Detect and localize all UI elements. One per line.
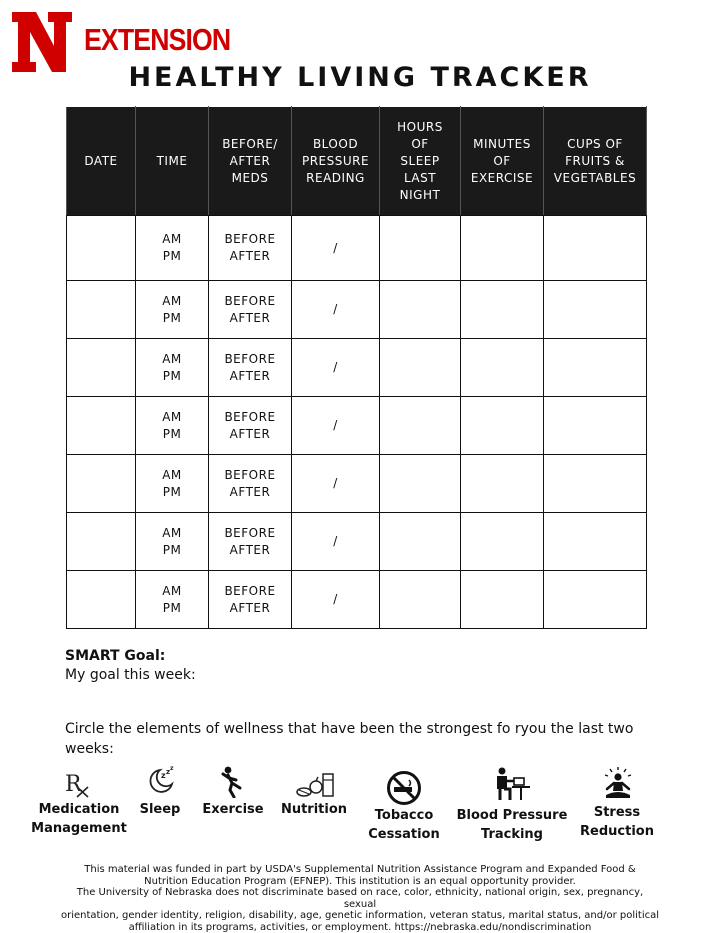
sleep-cell[interactable] bbox=[380, 397, 461, 455]
cell-text: / bbox=[292, 591, 379, 608]
bp-cell[interactable] bbox=[292, 455, 380, 513]
fruits-vegetables-cell[interactable] bbox=[544, 339, 647, 397]
svg-text:R: R bbox=[65, 772, 83, 797]
fruits-vegetables-cell[interactable] bbox=[544, 455, 647, 513]
date-cell[interactable] bbox=[67, 513, 136, 571]
blood-pressure-icon bbox=[494, 766, 532, 802]
cell-text: / bbox=[292, 301, 379, 318]
table-row bbox=[67, 455, 647, 513]
date-cell[interactable] bbox=[67, 339, 136, 397]
fruits-vegetables-cell[interactable] bbox=[544, 571, 647, 629]
table-header-row bbox=[67, 107, 647, 216]
cell-text: BEFORE bbox=[209, 409, 291, 426]
cell-text: PM bbox=[136, 426, 208, 443]
date-cell[interactable] bbox=[67, 281, 136, 339]
header-line: CUPS OF bbox=[544, 136, 646, 153]
exercise-cell[interactable] bbox=[461, 339, 544, 397]
wellness-label-line: Tobacco bbox=[344, 806, 464, 825]
cell-text: BEFORE bbox=[209, 231, 291, 248]
wellness-label-line: Nutrition bbox=[254, 800, 374, 819]
brand-name: EXTENSION bbox=[84, 22, 230, 58]
meds-cell[interactable] bbox=[209, 339, 292, 397]
wellness-label-line: Cessation bbox=[344, 825, 464, 844]
cell-text: / bbox=[292, 417, 379, 434]
cell-text: BEFORE bbox=[209, 467, 291, 484]
footer bbox=[60, 864, 660, 933]
wellness-label bbox=[344, 806, 464, 844]
cell-text: AFTER bbox=[209, 542, 291, 559]
cell-text: PM bbox=[136, 368, 208, 385]
meds-cell[interactable] bbox=[209, 216, 292, 281]
cell-text: / bbox=[292, 475, 379, 492]
header-line: NIGHT bbox=[380, 187, 460, 204]
svg-text:z: z bbox=[166, 768, 170, 776]
exercise-cell[interactable] bbox=[461, 513, 544, 571]
footer-line: affiliation in its programs, activities, or employment. https://nebraska.edu/nondiscrimination bbox=[60, 922, 660, 933]
table-body bbox=[67, 216, 647, 629]
wellness-label-line: Medication bbox=[19, 800, 139, 819]
exercise-icon bbox=[220, 766, 246, 798]
cell-text: AM bbox=[136, 351, 208, 368]
wellness-label-line: Blood Pressure bbox=[452, 806, 572, 825]
wellness-label bbox=[557, 803, 677, 841]
fruits-vegetables-cell[interactable] bbox=[544, 397, 647, 455]
meditation-icon bbox=[601, 767, 635, 801]
wellness-label-line: Sleep bbox=[100, 800, 220, 819]
bp-cell[interactable] bbox=[292, 513, 380, 571]
bp-cell[interactable] bbox=[292, 281, 380, 339]
svg-text:z: z bbox=[170, 766, 174, 772]
cell-text: BEFORE bbox=[209, 351, 291, 368]
date-cell[interactable] bbox=[67, 455, 136, 513]
header-line: OF bbox=[461, 153, 543, 170]
header-line: PRESSURE bbox=[292, 153, 379, 170]
header-cups-fruits-vegetables bbox=[544, 107, 647, 216]
exercise-cell[interactable] bbox=[461, 397, 544, 455]
nutrition-icon bbox=[296, 770, 336, 798]
cell-text: BEFORE bbox=[209, 583, 291, 600]
exercise-cell[interactable] bbox=[461, 216, 544, 281]
cell-text: AFTER bbox=[209, 600, 291, 617]
cell-text: PM bbox=[136, 542, 208, 559]
header-line: LAST bbox=[380, 170, 460, 187]
rx-icon bbox=[64, 770, 90, 798]
header-line: HOURS bbox=[380, 119, 460, 136]
meds-cell[interactable] bbox=[209, 571, 292, 629]
time-cell[interactable] bbox=[136, 216, 209, 281]
table-row bbox=[67, 281, 647, 339]
cell-text: BEFORE bbox=[209, 293, 291, 310]
time-cell[interactable] bbox=[136, 281, 209, 339]
header-line: READING bbox=[292, 170, 379, 187]
cell-text: AM bbox=[136, 583, 208, 600]
header-line: AFTER bbox=[209, 153, 291, 170]
table-row bbox=[67, 571, 647, 629]
wellness-label-line: Reduction bbox=[557, 822, 677, 841]
tracker-table bbox=[66, 106, 647, 629]
cell-text: AFTER bbox=[209, 310, 291, 327]
header-blood-pressure bbox=[292, 107, 380, 216]
cell-text: PM bbox=[136, 484, 208, 501]
meds-cell[interactable] bbox=[209, 455, 292, 513]
cell-text: AFTER bbox=[209, 426, 291, 443]
meds-cell[interactable] bbox=[209, 281, 292, 339]
meds-cell[interactable] bbox=[209, 513, 292, 571]
meds-cell[interactable] bbox=[209, 397, 292, 455]
date-cell[interactable] bbox=[67, 571, 136, 629]
wellness-label bbox=[452, 806, 572, 844]
time-cell[interactable] bbox=[136, 513, 209, 571]
cell-text: / bbox=[292, 359, 379, 376]
wellness-label-line: Management bbox=[19, 819, 139, 838]
header-line: MINUTES bbox=[461, 136, 543, 153]
cell-text: AFTER bbox=[209, 368, 291, 385]
exercise-cell[interactable] bbox=[461, 571, 544, 629]
header-line: DATE bbox=[67, 153, 135, 170]
header-date bbox=[67, 107, 136, 216]
exercise-cell[interactable] bbox=[461, 455, 544, 513]
table-row bbox=[67, 216, 647, 281]
bp-cell[interactable] bbox=[292, 397, 380, 455]
footer-line: The University of Nebraska does not discriminate based on race, color, ethnicity, national origin, sex, pregnancy, sexual bbox=[60, 887, 660, 910]
header-line: SLEEP bbox=[380, 153, 460, 170]
time-cell[interactable] bbox=[136, 571, 209, 629]
header-line: BLOOD bbox=[292, 136, 379, 153]
header-line: TIME bbox=[136, 153, 208, 170]
date-cell[interactable] bbox=[67, 216, 136, 281]
cell-text: AM bbox=[136, 409, 208, 426]
time-cell[interactable] bbox=[136, 339, 209, 397]
wellness-label-line: Tracking bbox=[452, 825, 572, 844]
cell-text: AFTER bbox=[209, 484, 291, 501]
sleep-cell[interactable] bbox=[380, 216, 461, 281]
header-line: BEFORE/ bbox=[209, 136, 291, 153]
table-row bbox=[67, 513, 647, 571]
cell-text: AM bbox=[136, 467, 208, 484]
sleep-cell[interactable] bbox=[380, 455, 461, 513]
svg-text:z: z bbox=[161, 771, 166, 780]
wellness-label-line: Exercise bbox=[173, 800, 293, 819]
circle-instructions: Circle the elements of wellness that have been the strongest fo ryou the last two weeks: bbox=[65, 719, 665, 759]
sleep-cell[interactable] bbox=[380, 281, 461, 339]
fruits-vegetables-cell[interactable] bbox=[544, 281, 647, 339]
cell-text: / bbox=[292, 240, 379, 257]
no-smoking-icon bbox=[386, 770, 422, 806]
table-row bbox=[67, 397, 647, 455]
cell-text: PM bbox=[136, 310, 208, 327]
sleep-cell[interactable] bbox=[380, 513, 461, 571]
time-cell[interactable] bbox=[136, 455, 209, 513]
fruits-vegetables-cell[interactable] bbox=[544, 216, 647, 281]
header-before-after-meds bbox=[209, 107, 292, 216]
page-title: HEALTHY LIVING TRACKER bbox=[0, 62, 720, 93]
bp-cell[interactable] bbox=[292, 216, 380, 281]
cell-text: AM bbox=[136, 231, 208, 248]
fruits-vegetables-cell[interactable] bbox=[544, 513, 647, 571]
header-line: FRUITS & bbox=[544, 153, 646, 170]
footer-line: Nutrition Education Program (EFNEP). This institution is an equal opportunity provider. bbox=[60, 876, 660, 888]
exercise-cell[interactable] bbox=[461, 281, 544, 339]
cell-text: BEFORE bbox=[209, 525, 291, 542]
smart-goal-label: SMART Goal: bbox=[65, 648, 165, 664]
header-line: OF bbox=[380, 136, 460, 153]
footer-line: orientation, gender identity, religion, disability, age, genetic information, veteran status, marital status, and/or political bbox=[60, 910, 660, 922]
bp-cell[interactable] bbox=[292, 571, 380, 629]
time-cell[interactable] bbox=[136, 397, 209, 455]
goal-prompt: My goal this week: bbox=[65, 667, 196, 683]
cell-text: PM bbox=[136, 248, 208, 265]
date-cell[interactable] bbox=[67, 397, 136, 455]
header-time bbox=[136, 107, 209, 216]
cell-text: AM bbox=[136, 293, 208, 310]
footer-line: This material was funded in part by USDA's Supplemental Nutrition Assistance Program and Expanded Food & bbox=[60, 864, 660, 876]
cell-text: AFTER bbox=[209, 248, 291, 265]
bp-cell[interactable] bbox=[292, 339, 380, 397]
header-hours-sleep bbox=[380, 107, 461, 216]
wellness-label-line: Stress bbox=[557, 803, 677, 822]
header-line: MEDS bbox=[209, 170, 291, 187]
cell-text: / bbox=[292, 533, 379, 550]
header-line: VEGETABLES bbox=[544, 170, 646, 187]
header-line: EXERCISE bbox=[461, 170, 543, 187]
cell-text: PM bbox=[136, 600, 208, 617]
sleep-cell[interactable] bbox=[380, 339, 461, 397]
sleep-icon bbox=[146, 766, 176, 794]
header-minutes-exercise bbox=[461, 107, 544, 216]
table-row bbox=[67, 339, 647, 397]
cell-text: AM bbox=[136, 525, 208, 542]
sleep-cell[interactable] bbox=[380, 571, 461, 629]
